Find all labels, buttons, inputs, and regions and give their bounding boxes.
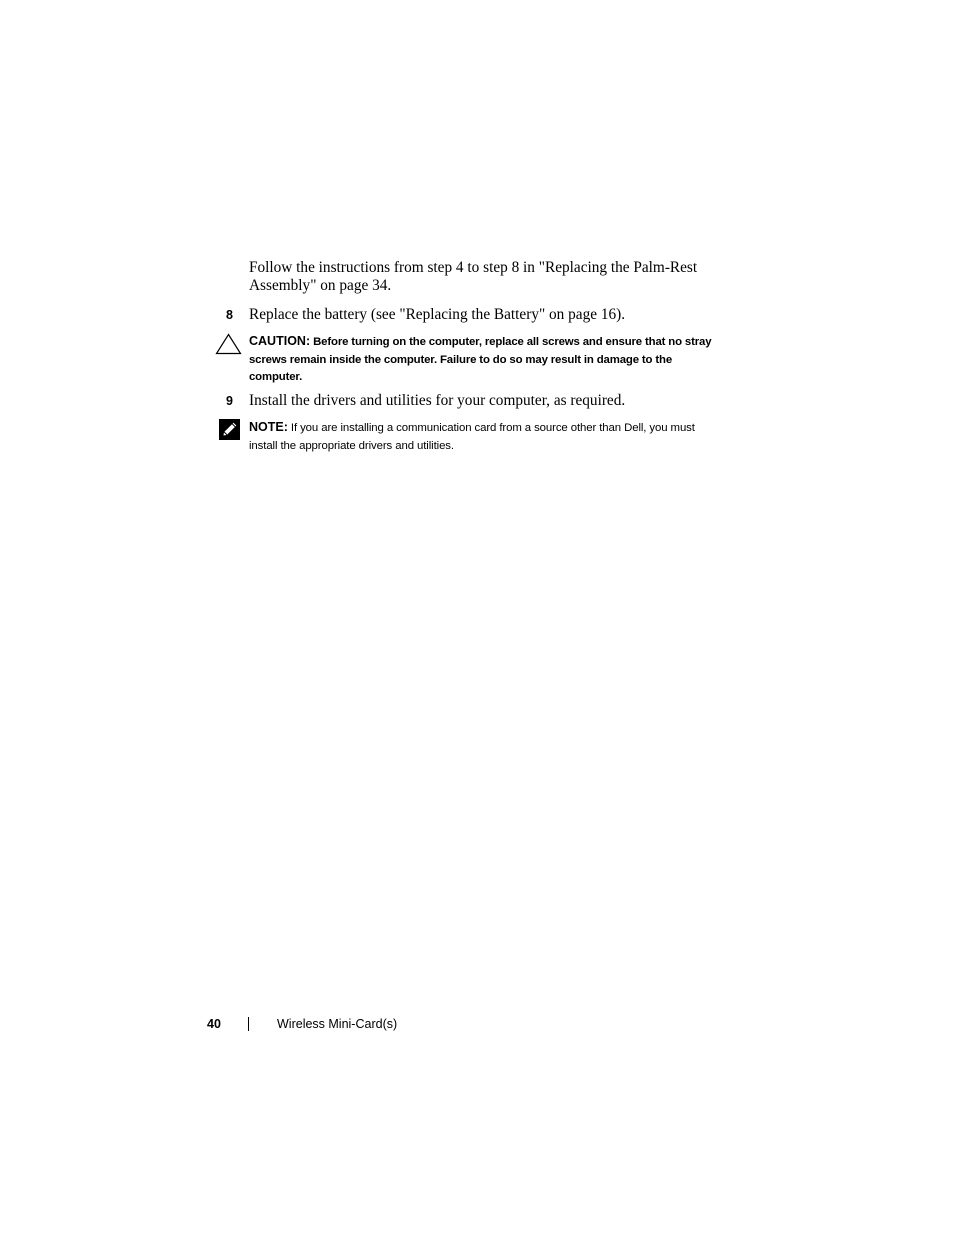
caution-triangle-icon	[215, 333, 242, 360]
caution-text-block	[249, 333, 719, 387]
step-number: 8	[226, 308, 233, 322]
caution-label: CAUTION:	[249, 334, 311, 348]
page-number: 40	[207, 1017, 221, 1031]
intro-paragraph: Follow the instructions from step 4 to step 8 in "Replacing the Palm-Rest Assembly" on page 34.	[249, 259, 698, 294]
note-text-block	[249, 419, 719, 455]
footer-divider	[248, 1017, 249, 1031]
caution-body: Before turning on the computer, replace all screws and ensure that no stray screws remain inside the computer. Failure to do so may result in damage to the computer.	[249, 336, 712, 383]
step-text: Replace the battery (see "Replacing the Battery" on page 16).	[249, 306, 626, 323]
running-section-title: Wireless Mini-Card(s)	[277, 1017, 398, 1031]
step-number: 9	[226, 394, 233, 408]
step-text: Install the drivers and utilities for your computer, as required.	[249, 392, 626, 409]
note-label: NOTE:	[249, 420, 288, 434]
note-body: If you are installing a communication card from a source other than Dell, you must install the appropriate drivers and utilities.	[249, 422, 695, 452]
note-pencil-icon	[219, 419, 240, 445]
